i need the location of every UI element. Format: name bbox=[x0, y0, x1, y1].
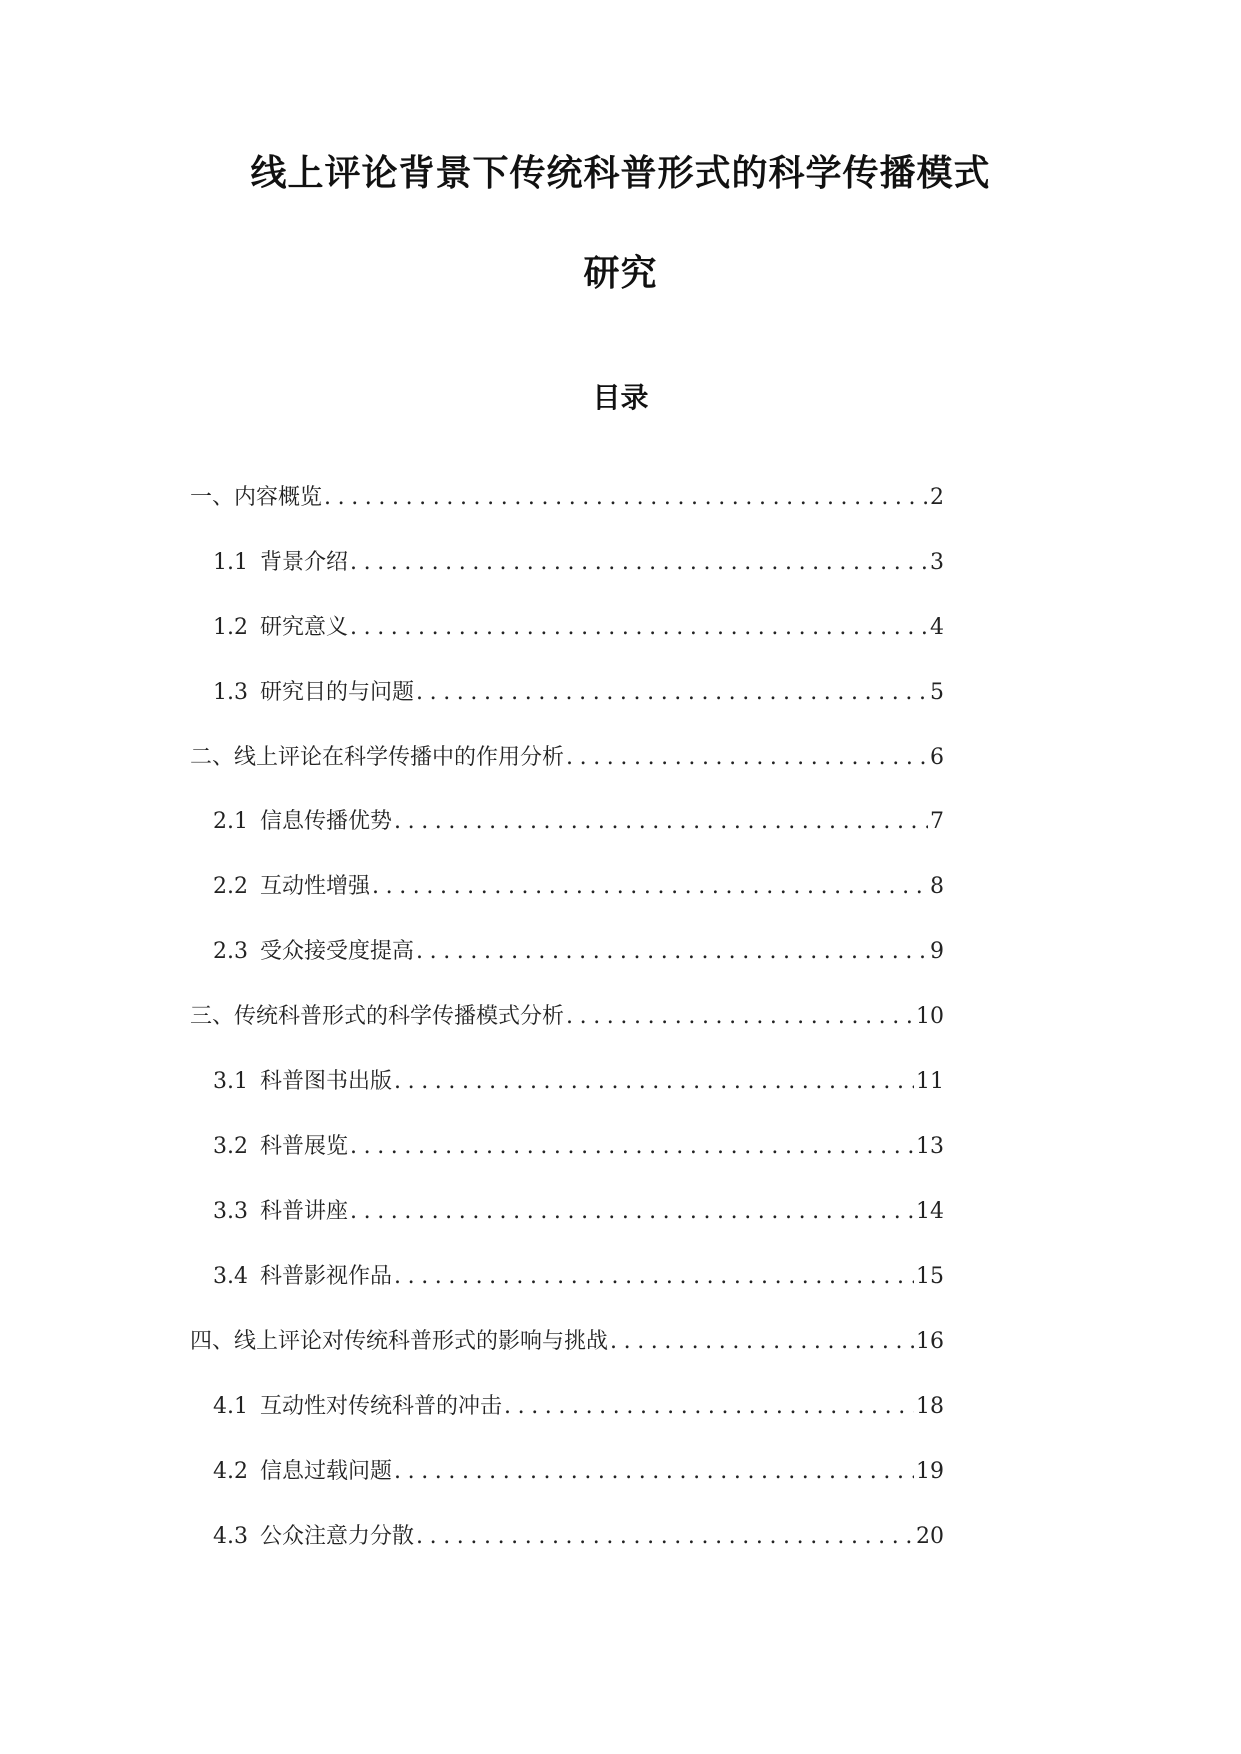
toc-section-text: 背景介绍 bbox=[260, 550, 349, 575]
toc-dot-leader bbox=[394, 806, 928, 838]
toc-section-text: 研究目的与问题 bbox=[260, 680, 415, 705]
document-title-line-2: 研究 bbox=[583, 253, 658, 294]
toc-section-number: 1.1 bbox=[213, 550, 248, 575]
toc-entry-title bbox=[213, 936, 414, 968]
toc-section-number: 4.3 bbox=[213, 1524, 248, 1549]
toc-dot-leader bbox=[394, 1456, 914, 1488]
toc-section-number: 4.1 bbox=[213, 1394, 248, 1419]
toc-page-number: 3 bbox=[930, 550, 944, 575]
toc-entry-title bbox=[213, 1066, 392, 1098]
toc-dot-leader bbox=[416, 1521, 914, 1553]
toc-section-text: 信息传播优势 bbox=[260, 809, 393, 834]
toc-page-number: 13 bbox=[916, 1134, 944, 1159]
toc-entry-title bbox=[213, 1521, 414, 1553]
toc-section-text: 科普影视作品 bbox=[260, 1264, 393, 1289]
toc-entry[interactable] bbox=[190, 1326, 944, 1358]
toc-section-text: 研究意义 bbox=[260, 615, 349, 640]
toc-entry[interactable] bbox=[213, 677, 944, 709]
toc-page-number: 18 bbox=[916, 1394, 944, 1419]
toc-section-number: 3.4 bbox=[213, 1264, 248, 1289]
toc-page-number: 11 bbox=[916, 1069, 944, 1094]
toc-entry[interactable] bbox=[213, 1391, 944, 1423]
toc-section-number: 1.3 bbox=[213, 680, 248, 705]
toc-dot-leader bbox=[350, 547, 928, 579]
toc-entry-title: 三、传统科普形式的科学传播模式分析 bbox=[190, 1004, 565, 1029]
toc-heading: 目录 bbox=[592, 381, 649, 414]
toc-section-number: 1.2 bbox=[213, 615, 248, 640]
toc-entry-title bbox=[213, 1391, 502, 1423]
toc-entry[interactable] bbox=[190, 742, 944, 774]
toc-entry[interactable] bbox=[213, 1456, 944, 1488]
toc-entry-title: 四、线上评论对传统科普形式的影响与挑战 bbox=[190, 1329, 609, 1354]
toc-section-number: 3.3 bbox=[213, 1199, 248, 1224]
toc-dot-leader bbox=[350, 1131, 914, 1163]
toc-section-text: 信息过载问题 bbox=[260, 1459, 393, 1484]
toc-section-number: 4.2 bbox=[213, 1459, 248, 1484]
toc-page-number: 15 bbox=[916, 1264, 944, 1289]
toc-page-number: 2 bbox=[930, 485, 944, 510]
toc-dot-leader bbox=[372, 871, 928, 903]
toc-dot-leader bbox=[324, 482, 928, 514]
toc-entry[interactable] bbox=[213, 806, 944, 838]
toc-section-text: 科普展览 bbox=[260, 1134, 349, 1159]
document-title-line-1: 线上评论背景下传统科普形式的科学传播模式 bbox=[250, 153, 991, 194]
toc-entry[interactable] bbox=[213, 1521, 944, 1553]
toc-entry-title bbox=[213, 677, 414, 709]
toc-section-text: 互动性增强 bbox=[260, 874, 371, 899]
toc-entry[interactable] bbox=[213, 936, 944, 968]
toc-dot-leader bbox=[566, 1001, 914, 1033]
toc-section-text: 科普讲座 bbox=[260, 1199, 349, 1224]
toc-dot-leader bbox=[504, 1391, 914, 1423]
toc-page-number: 19 bbox=[916, 1459, 944, 1484]
toc-section-number: 2.3 bbox=[213, 939, 248, 964]
toc-page-number: 9 bbox=[930, 939, 944, 964]
toc-section-text: 公众注意力分散 bbox=[260, 1524, 415, 1549]
toc-page-number: 8 bbox=[930, 874, 944, 899]
toc-dot-leader bbox=[394, 1261, 914, 1293]
toc-entry[interactable] bbox=[213, 547, 944, 579]
toc-entry-title: 一、内容概览 bbox=[190, 485, 323, 510]
toc-dot-leader bbox=[566, 742, 928, 774]
toc-entry-title bbox=[213, 871, 370, 903]
toc-section-number: 2.2 bbox=[213, 874, 248, 899]
toc-dot-leader bbox=[610, 1326, 914, 1358]
toc-page-number: 14 bbox=[916, 1199, 944, 1224]
toc-dot-leader bbox=[416, 677, 928, 709]
toc-entry[interactable] bbox=[213, 1196, 944, 1228]
toc-entry-title bbox=[213, 1196, 348, 1228]
toc-entry-title bbox=[213, 806, 392, 838]
toc-page-number: 7 bbox=[930, 809, 944, 834]
toc-page-number: 16 bbox=[916, 1329, 944, 1354]
toc-dot-leader bbox=[416, 936, 928, 968]
toc-page-number: 5 bbox=[930, 680, 944, 705]
toc-entry-title bbox=[213, 547, 348, 579]
toc-section-text: 受众接受度提高 bbox=[260, 939, 415, 964]
toc-entry[interactable] bbox=[190, 482, 944, 514]
toc-section-number: 3.1 bbox=[213, 1069, 248, 1094]
toc-entry-title: 二、线上评论在科学传播中的作用分析 bbox=[190, 745, 565, 770]
toc-entry[interactable] bbox=[213, 871, 944, 903]
toc-entry[interactable] bbox=[213, 1066, 944, 1098]
toc-page-number: 6 bbox=[930, 745, 944, 770]
toc-entry-title bbox=[213, 612, 348, 644]
toc-dot-leader bbox=[350, 1196, 914, 1228]
toc-entry[interactable] bbox=[213, 1261, 944, 1293]
toc-section-text: 科普图书出版 bbox=[260, 1069, 393, 1094]
toc-entry-title bbox=[213, 1261, 392, 1293]
toc-page-number: 10 bbox=[916, 1004, 944, 1029]
toc-entry[interactable] bbox=[213, 612, 944, 644]
toc-page-number: 4 bbox=[930, 615, 944, 640]
toc-dot-leader bbox=[394, 1066, 914, 1098]
toc-entry-title bbox=[213, 1131, 348, 1163]
toc-entry-title bbox=[213, 1456, 392, 1488]
toc-page-number: 20 bbox=[916, 1524, 944, 1549]
toc-section-text: 互动性对传统科普的冲击 bbox=[260, 1394, 503, 1419]
toc-entry[interactable] bbox=[190, 1001, 944, 1033]
toc-dot-leader bbox=[350, 612, 928, 644]
toc-section-number: 2.1 bbox=[213, 809, 248, 834]
toc-entry[interactable] bbox=[213, 1131, 944, 1163]
toc-section-number: 3.2 bbox=[213, 1134, 248, 1159]
